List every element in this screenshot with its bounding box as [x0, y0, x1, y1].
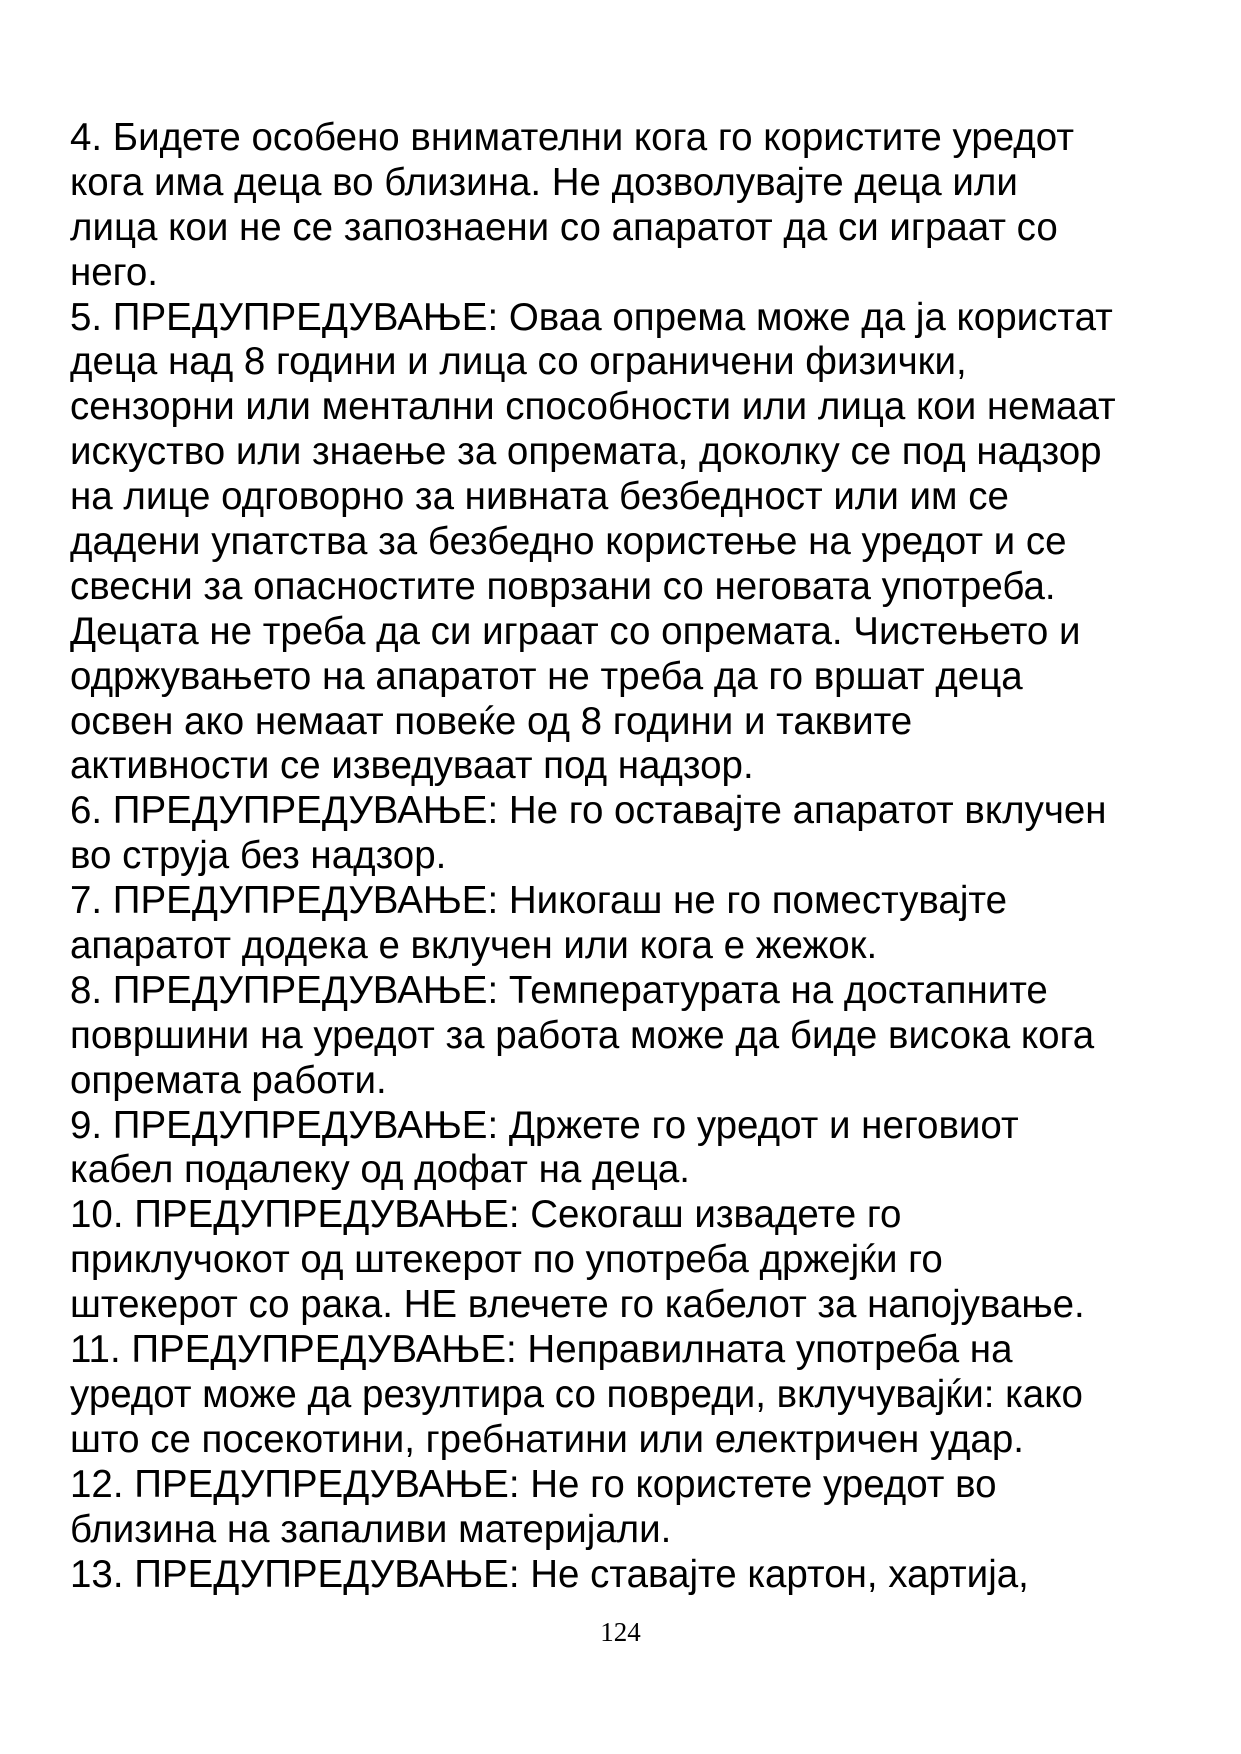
text-line: приклучокот од штекерот по употреба држејќи го [70, 1238, 943, 1282]
text-line: дадени упатства за безбедно користење на уредот и се [70, 520, 1067, 564]
text-line: површини на уредот за работа може да биде висока кога [70, 1013, 1095, 1057]
text-line: искуство или знаење за опремата, доколку се под надзор [70, 430, 1102, 474]
text-line: 7. ПРЕДУПРЕДУВАЊЕ: Никогаш не го поместувајте [70, 879, 1008, 923]
text-line: близина на запаливи материјали. [70, 1507, 672, 1551]
text-line: во струја без надзор. [70, 834, 447, 878]
text-line: 12. ПРЕДУПРЕДУВАЊЕ: Не го користете уредот во [70, 1462, 997, 1506]
text-line: што се посекотини, гребнатини или електричен удар. [70, 1417, 1024, 1461]
text-line: сензорни или ментални способности или лица кои немаат [70, 385, 1116, 429]
page-number: 124 [600, 1617, 641, 1647]
safety-instructions-text [70, 116, 1170, 1597]
text-line: 10. ПРЕДУПРЕДУВАЊЕ: Секогаш извадете го [70, 1193, 902, 1237]
text-line: на лице одговорно за нивната безбедност или им се [70, 475, 1009, 519]
text-line: 8. ПРЕДУПРЕДУВАЊЕ: Температурата на достапните [70, 968, 1048, 1012]
text-line: него. [70, 250, 158, 294]
text-line: освен ако немаат повеќе од 8 години и таквите [70, 699, 913, 743]
text-line: деца над 8 години и лица со ограничени физички, [70, 340, 967, 384]
text-line: уредот може да резултира со повреди, вклучувајќи: како [70, 1372, 1083, 1416]
text-line: Децата не треба да си играат со опремата. Чистењето и [70, 609, 1081, 653]
text-line: лица кои не се запознаени со апаратот да си играат со [70, 205, 1058, 249]
text-line: кога има деца во близина. Не дозволувајте деца или [70, 160, 1018, 204]
text-line: 4. Бидете особено внимателни кога го користите уредот [70, 116, 1074, 159]
text-line: опремата работи. [70, 1058, 387, 1102]
text-line: кабел подалеку од дофат на деца. [70, 1148, 690, 1192]
text-line: 13. ПРЕДУПРЕДУВАЊЕ: Не ставајте картон, хартија, [70, 1552, 1029, 1596]
text-line: активности се изведуваат под надзор. [70, 744, 754, 788]
text-line: штекерот со рака. НЕ влечете го кабелот за напојување. [70, 1283, 1085, 1327]
text-line: свесни за опасностите поврзани со неговата употреба. [70, 564, 1056, 608]
text-line: 5. ПРЕДУПРЕДУВАЊЕ: Оваа опрема може да ја користат [70, 295, 1113, 339]
text-line: апаратот додека е вклучен или кога е жежок. [70, 924, 878, 968]
text-line: одржувањето на апаратот не треба да го вршат деца [70, 654, 1023, 698]
text-line: 6. ПРЕДУПРЕДУВАЊЕ: Не го оставајте апаратот вклучен [70, 789, 1107, 833]
text-line: 11. ПРЕДУПРЕДУВАЊЕ: Неправилната употреба на [70, 1328, 1013, 1372]
text-line: 9. ПРЕДУПРЕДУВАЊЕ: Држете го уредот и неговиот [70, 1103, 1019, 1147]
